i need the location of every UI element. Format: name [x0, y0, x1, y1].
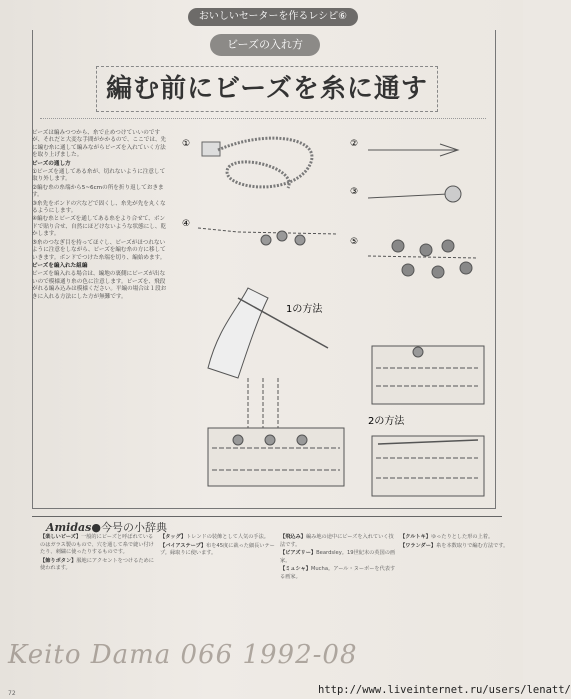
dictionary-divider: [32, 516, 502, 517]
dict-text: Beardsley。19世紀末の英国の画家。: [280, 550, 396, 564]
step-label-1: ①: [182, 139, 191, 149]
how-step-2: ②編む糸の糸端から5~6cmの所を折り返しておきます。: [32, 184, 164, 199]
divider: [40, 118, 486, 119]
page-number: 72: [8, 690, 16, 697]
dict-term: 【ミュシャ】: [280, 566, 311, 573]
dictionary-heading: [46, 519, 167, 535]
how-heading: ビーズの通し方: [32, 160, 71, 167]
dict-text: 糸を本数取りで編む方法です。: [436, 542, 509, 549]
knit-heading: ビーズを編入れた組編: [32, 262, 88, 269]
dict-term: 【飛込み】: [280, 534, 306, 540]
step-label-5: ⑤: [350, 237, 359, 247]
dict-term: 【飾りボタン】: [40, 557, 77, 564]
how-step-5: ⑤糸のつなぎ目を持ってほぐし、ビーズがほつれないように注意をしながら、ビーズを編む糸の方に移していきます。ボンドでつけた糸端を切り、編始めます。: [32, 239, 166, 261]
transfer-beads-illustration: [368, 240, 478, 278]
bead-strand-illustration: [202, 138, 312, 188]
dict-term: 【バイアステープ】: [160, 542, 207, 549]
intro-paragraph: ビーズは編みつつから、糸で止めつけていいのですが、それだと大変な手間がかかるので、ここでは、先に編む糸に通して編みながらビーズを入れていく方法を取り上げました。: [32, 130, 167, 159]
folded-yarn-illustration: [368, 144, 458, 156]
knit-paragraph: ビーズを編入れる場合は、編地の裏側にビーズが出ないので模様通り糸の色に注意します。ビーズを、飛段がれる編み込みは模様ください。平編の場合は１段おきに入れる方法にした方が無難です。: [32, 271, 167, 300]
dict-text: 布を45度に裁った細長いテープ。縁取りに使います。: [160, 542, 275, 557]
dictionary-title: 今号の小辞典: [100, 521, 167, 534]
joined-threads-illustration: [198, 228, 338, 245]
step-label-2: ②: [350, 139, 359, 149]
series-title: おいしいセーターを作るレシピ⑥: [188, 8, 358, 26]
how-step-1: ①ビーズを通してある糸が、切れないように注意して取り外します。: [32, 169, 166, 183]
dict-term: 【ビアズリー】: [280, 550, 317, 557]
method-1-stitch-diagram: [372, 346, 484, 404]
bead-row-stitch-diagram: [208, 428, 344, 486]
watermark: Keito Dama 066 1992-08: [8, 640, 358, 670]
dict-text: トレンドの装飾として人気の手法。: [186, 534, 269, 540]
dict-text: 一般的にビーズと呼ばれているのはガラス製のもので、穴を通して糸で縫い付けたり、刺繍に使ったりするものです。: [40, 534, 154, 556]
how-step-3: ③糸先をボンドの穴などで固くし、糸先が先を丸くなるようにします。: [32, 200, 166, 215]
dictionary-bullet: ●: [91, 521, 101, 534]
dict-term: 【ワランダー】: [400, 542, 437, 549]
how-step-4: ④編む糸とビーズを通してある糸をより合せて、ボンドで貼り合せ、自然にほどけないような状態にし、乾かします。: [32, 216, 167, 238]
step-label-3: ③: [350, 187, 359, 197]
dictionary-column-2: [160, 534, 276, 559]
source-url-link[interactable]: http://www.liveinternet.ru/users/lenatt/: [318, 684, 571, 696]
dictionary-column-3: [280, 534, 396, 583]
dictionary-column-1: [40, 534, 156, 574]
dict-term: 【クルトキ】: [400, 534, 431, 540]
dictionary-column-4: [400, 534, 516, 551]
dict-term: 【タッグ】: [160, 534, 187, 540]
dict-text: 服地にアクセントをつけるために使われます。: [40, 557, 154, 572]
page-title: 編む前にビーズを糸に通す: [106, 74, 428, 104]
glued-tip-illustration: [368, 186, 461, 202]
dict-term: 【楽しいビーズ】: [40, 534, 82, 540]
instructions-text: [32, 130, 168, 302]
method-2-stitch-diagram: [372, 436, 484, 496]
dict-text: ゆったりとした形の上着。: [430, 534, 494, 540]
method-2-label: 2の方法: [368, 416, 405, 427]
title-box: [96, 66, 438, 112]
illustrations: [178, 128, 490, 508]
dictionary-brand: Amidas: [46, 521, 92, 534]
method-1-label: 1の方法: [286, 304, 323, 315]
section-title: ビーズの入れ方: [210, 34, 320, 56]
dict-text: Mucha。アール・ヌーボーを代表する画家。: [280, 566, 396, 580]
dict-text: 編み地の途中にビーズを入れていく技法です。: [280, 534, 394, 548]
step-label-4: ④: [182, 219, 191, 229]
